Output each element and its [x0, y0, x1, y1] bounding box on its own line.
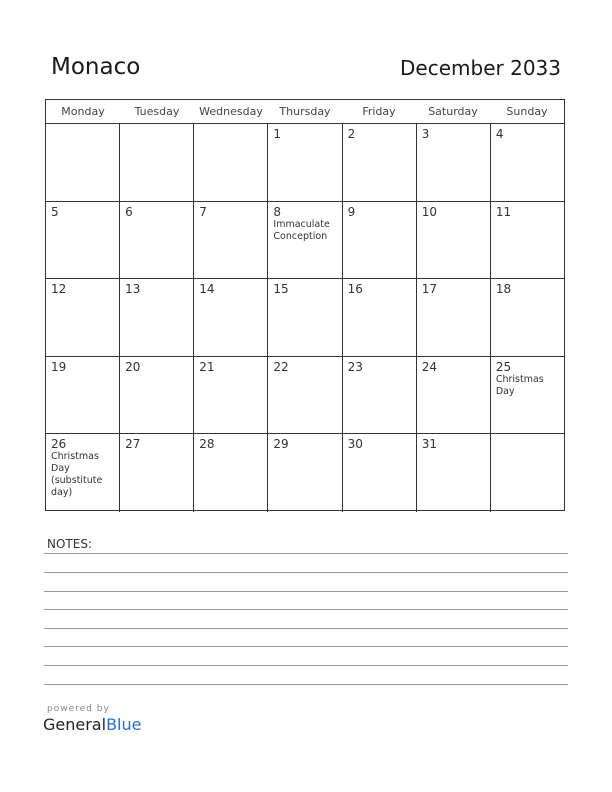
day-number: 26	[51, 437, 67, 451]
week-row	[46, 434, 564, 512]
notes-line	[44, 609, 568, 610]
generalblue-logo	[43, 704, 141, 734]
notes-line	[44, 572, 568, 573]
day-number: 12	[51, 282, 67, 296]
day-cell	[46, 434, 120, 512]
holiday-label: Christmas Day (substitute day)	[51, 451, 103, 498]
day-cell	[491, 279, 564, 356]
notes-line	[44, 553, 568, 554]
holiday-label: Immaculate Conception	[273, 218, 330, 242]
day-cell	[343, 357, 417, 434]
day-cell	[194, 434, 268, 512]
day-number: 4	[495, 127, 504, 141]
day-number: 28	[199, 437, 215, 451]
powered-by-text: powered by	[47, 704, 110, 714]
day-cell	[491, 357, 564, 434]
day-cell	[417, 124, 491, 201]
day-cell	[194, 357, 268, 434]
day-number: 10	[421, 204, 437, 219]
day-cell	[46, 357, 120, 434]
day-number: 15	[273, 282, 289, 296]
day-number: 19	[51, 359, 67, 374]
day-number: 27	[125, 437, 141, 451]
day-number: 17	[421, 282, 437, 296]
weekday-header-row	[46, 100, 564, 124]
day-number: 8	[273, 204, 282, 219]
day-number: 1	[273, 127, 282, 141]
notes-line	[44, 646, 568, 647]
day-number: 11	[495, 204, 512, 219]
day-cell	[120, 279, 194, 356]
day-cell	[268, 434, 342, 512]
day-cell	[343, 434, 417, 512]
day-number: 29	[273, 437, 289, 451]
day-cell	[120, 202, 194, 279]
day-cell	[194, 279, 268, 356]
day-number: 14	[199, 282, 215, 296]
day-cell	[194, 202, 268, 279]
weekday-header: Monday	[61, 105, 105, 118]
day-number: 16	[347, 282, 363, 296]
day-cell	[120, 357, 194, 434]
day-cell	[46, 124, 120, 201]
week-row	[46, 202, 564, 280]
weekday-header: Sunday	[506, 105, 548, 118]
brand-blue: Blue	[106, 715, 142, 734]
day-number: 21	[199, 359, 215, 374]
day-cell	[343, 279, 417, 356]
day-number: 25	[495, 359, 512, 374]
day-cell	[268, 124, 342, 201]
notes-line	[44, 628, 568, 629]
day-number: 20	[125, 359, 141, 374]
day-cell	[343, 124, 417, 201]
day-cell	[417, 434, 491, 512]
notes-line	[44, 684, 568, 685]
week-row	[46, 124, 564, 202]
day-number: 13	[125, 282, 141, 296]
day-number: 9	[347, 204, 356, 219]
weekday-header: Friday	[362, 105, 396, 118]
weekday-header: Saturday	[428, 105, 478, 118]
day-cell	[46, 202, 120, 279]
day-number: 5	[51, 204, 59, 219]
notes-line	[44, 665, 568, 666]
day-cell	[268, 279, 342, 356]
day-number: 2	[347, 127, 356, 141]
brand-general: General	[43, 715, 107, 734]
day-cell	[268, 202, 342, 279]
day-cell	[417, 357, 491, 434]
day-number: 7	[199, 204, 207, 219]
day-cell	[268, 357, 342, 434]
day-cell	[343, 202, 417, 279]
day-cell	[46, 279, 120, 356]
day-number: 23	[347, 359, 363, 374]
weekday-header: Wednesday	[199, 105, 263, 118]
day-number: 30	[347, 437, 363, 451]
day-cell	[491, 202, 564, 279]
day-cell	[417, 279, 491, 356]
day-number: 3	[421, 127, 430, 141]
month-year-title: December 2033	[400, 56, 561, 80]
day-number: 24	[421, 359, 437, 374]
notes-line	[44, 591, 568, 592]
weekday-header: Thursday	[279, 105, 331, 118]
country-title: Monaco	[51, 54, 141, 80]
week-row	[46, 279, 564, 357]
calendar-grid	[45, 99, 565, 511]
week-row	[46, 357, 564, 435]
brand-name	[43, 715, 141, 734]
day-cell	[120, 124, 194, 201]
day-cell	[491, 124, 564, 201]
day-cell	[417, 202, 491, 279]
day-cell	[194, 124, 268, 201]
weekday-header: Tuesday	[134, 105, 180, 118]
day-cell	[491, 434, 564, 512]
day-cell	[120, 434, 194, 512]
day-number: 22	[273, 359, 289, 374]
day-number: 31	[421, 437, 437, 451]
day-number: 18	[495, 282, 512, 296]
holiday-label: Christmas Day	[495, 373, 544, 397]
day-number: 6	[125, 204, 133, 219]
notes-label: NOTES:	[47, 537, 92, 551]
